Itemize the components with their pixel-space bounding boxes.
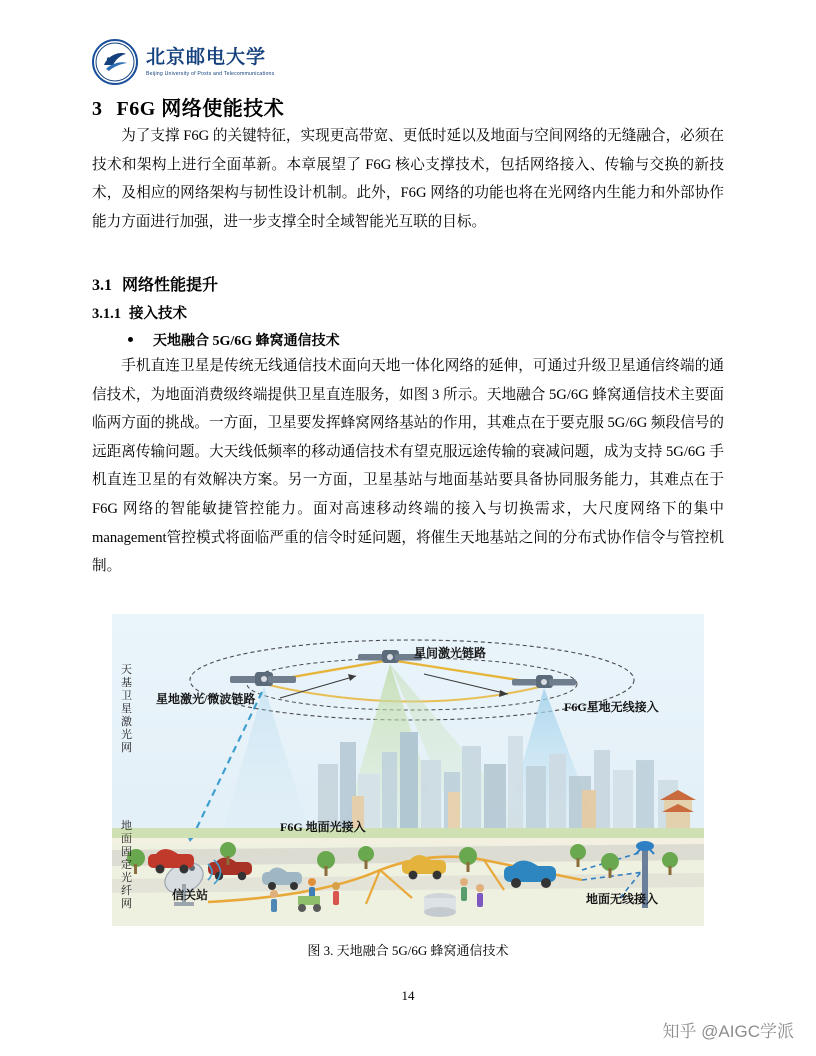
bullet-heading-label: 天地融合 5G/6G 蜂窝通信技术 (153, 334, 340, 349)
bullet-dot-icon (128, 337, 133, 342)
logo-name-cn: 北京邮电大学 (146, 47, 267, 69)
figure-illustration (112, 614, 704, 926)
subsubsection-number: 3.1.1 (92, 306, 121, 322)
figure-label-satellite-ground-link: 星地激光/微波链路 (156, 692, 256, 706)
section-heading-3 (92, 302, 187, 323)
body-paragraph: 手机直连卫星是传统无线通信技术面向天地一体化网络的延伸，可通过升级卫星通信终端的通信技术，为地面消费级终端提供卫星直连服务，如图 3 所示。天地融合 5G/6G 蜂窝通信技术主要面临两方面的挑战。一方面，卫星要发挥蜂窝网络基站的作用，其难点在于要克服 5G/6G 频段信号的远距离传输问题。大天线低频率的移动通信技术有望克服远途传输的衰减问题，成为支持 5G/6G 手机直连卫星的有效解决方案。另一方面，卫星基站与地面基站要具备协同服务能力，其难点在于 F6G 网络的智能敏捷管控能力。面对高速移动终端的接入与切换需求，大尺度网络下的集中management管控模式将面临严重的信令时延问题，将催生天地基站之间的分布式协作信令与管控机制。 (92, 358, 724, 575)
figure-label-inter-satellite-link: 星间激光链路 (414, 646, 487, 660)
subsubsection-title: 接入技术 (129, 306, 187, 322)
university-logo (92, 38, 352, 86)
logo-name-en: Beijing University of Posts and Telecommunications (146, 70, 275, 77)
section-heading-1 (92, 92, 284, 121)
figure-svg (112, 614, 704, 926)
figure-caption: 图 3. 天地融合 5G/6G 蜂窝通信技术 (307, 943, 509, 958)
figure-label-f6g-ground-optical-access: F6G 地面光接入 (280, 820, 366, 834)
figure-label-ground-layer: 地面固定光纤网 (121, 820, 132, 910)
bullet-heading (128, 330, 340, 350)
subsection-title: 网络性能提升 (122, 277, 219, 294)
logo-emblem-icon (92, 39, 138, 85)
section-title: F6G 网络使能技术 (116, 98, 285, 120)
watermark (662, 1017, 794, 1042)
page-number: 14 (401, 988, 415, 1003)
figure-label-space-layer: 天基卫星激光网 (121, 664, 132, 754)
figure-label-ground-wireless-access: 地面无线接入 (586, 892, 659, 906)
section-heading-2 (92, 272, 218, 295)
section-number: 3 (92, 98, 103, 120)
logo-text (146, 47, 274, 77)
figure-label-gateway-station: 信关站 (172, 888, 209, 902)
watermark-text: 知乎 @AIGC学派 (662, 1022, 794, 1041)
subsection-number: 3.1 (92, 277, 112, 294)
figure-label-f6g-wireless-access: F6G星地无线接入 (564, 700, 659, 714)
intro-paragraph: 为了支撑 F6G 的关键特征，实现更高带宽、更低时延以及地面与空间网络的无缝融合，必须在技术和架构上进行全面革新。本章展望了 F6G 核心支撑技术，包括网络接入、传输与交换的新技术，及相应的网络架构与韧性设计机制。此外，F6G 网络的功能也将在光网络内生能力和外部协作能力方面进行加强，进一步支撑全时全域智能光互联的目标。 (92, 128, 724, 230)
